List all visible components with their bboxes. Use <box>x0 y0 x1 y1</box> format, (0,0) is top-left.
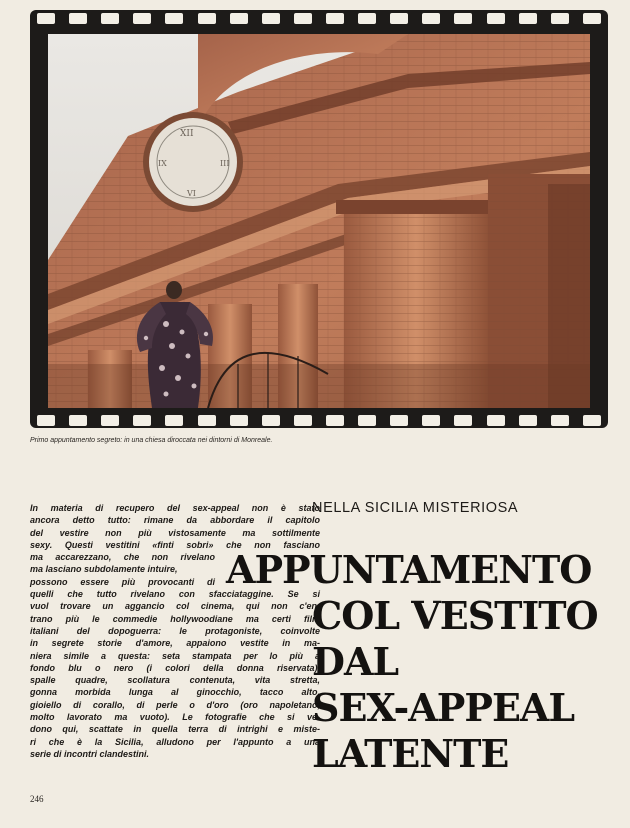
body-line: del vestire non più vistosamente ma sottilmente <box>30 527 320 538</box>
body-line: quelli che tutto rivelano con sfacciataggine. Se si <box>30 589 320 600</box>
svg-text:VI: VI <box>187 189 196 198</box>
svg-text:III: III <box>220 159 230 168</box>
title-line: COL VESTITO <box>312 593 598 638</box>
body-line: serie di incontri clandestini. <box>30 748 150 759</box>
body-line: In materia di recupero del sex-appeal non è stato <box>30 503 320 513</box>
body-line: spalle quadre, scollatura contenuta, vita stretta, <box>30 675 320 686</box>
body-line: italiani del dopoguerra: le protagoniste, coinvolte <box>30 625 320 636</box>
article-title <box>226 547 611 777</box>
body-line: gioiello di corallo, di perle o d'oro (oro napoletano, <box>30 699 320 710</box>
page-number: 246 <box>30 794 44 804</box>
body-line: ancora detto tutto: rimane da abbordare il capitolo <box>30 515 320 526</box>
body-line: molto lavorato ma vuoto). Le fotografie che si ve- <box>30 712 320 723</box>
title-line: SEX-APPEAL <box>312 685 575 730</box>
sprocket-holes-bottom <box>30 413 608 427</box>
sprocket-holes-top <box>30 11 608 25</box>
body-line: niera simile a questa: seta stampata per lo più a <box>30 650 320 661</box>
photo-caption: Primo appuntamento segreto: in una chiesa diroccata nei dintorni di Monreale. <box>30 437 273 444</box>
title-line: LATENTE <box>312 731 509 776</box>
body-line: vuol trovare un aggancio col cinema, qui non c'en- <box>30 601 320 612</box>
body-line: sexy. Questi vestitini «finti sobri» che non fasciano <box>30 539 320 550</box>
body-line: possono essere più provocanti di <box>30 576 215 587</box>
title-line: APPUNTAMENTO <box>226 547 592 592</box>
church-photo <box>48 34 590 408</box>
article-subhead: NELLA SICILIA MISTERIOSA <box>312 500 519 516</box>
body-line: ri che è la Sicilia, alludono per l'appunto a una <box>30 736 320 747</box>
body-line: trano più le commedie hollywoodiane ma certi film <box>30 613 320 624</box>
svg-text:XII: XII <box>180 129 194 139</box>
film-strip-frame <box>30 10 608 428</box>
svg-text:IX: IX <box>158 159 167 168</box>
title-line: DAL <box>312 639 399 684</box>
body-line: ma accarezzano, che non rivelano <box>30 552 215 563</box>
body-line: ma lasciano subdolamente intuire, <box>30 564 178 575</box>
body-line: dono qui, scattate in quella terra di intrighi e miste- <box>30 724 320 735</box>
body-line: gonna morbida lunga al ginocchio, tacco alto, <box>30 687 320 698</box>
body-line: in segrete storie d'amore, appaiono vestite in ma- <box>30 638 320 649</box>
body-line: fondo blu o nero (i colori della donna riservata), <box>30 662 320 673</box>
